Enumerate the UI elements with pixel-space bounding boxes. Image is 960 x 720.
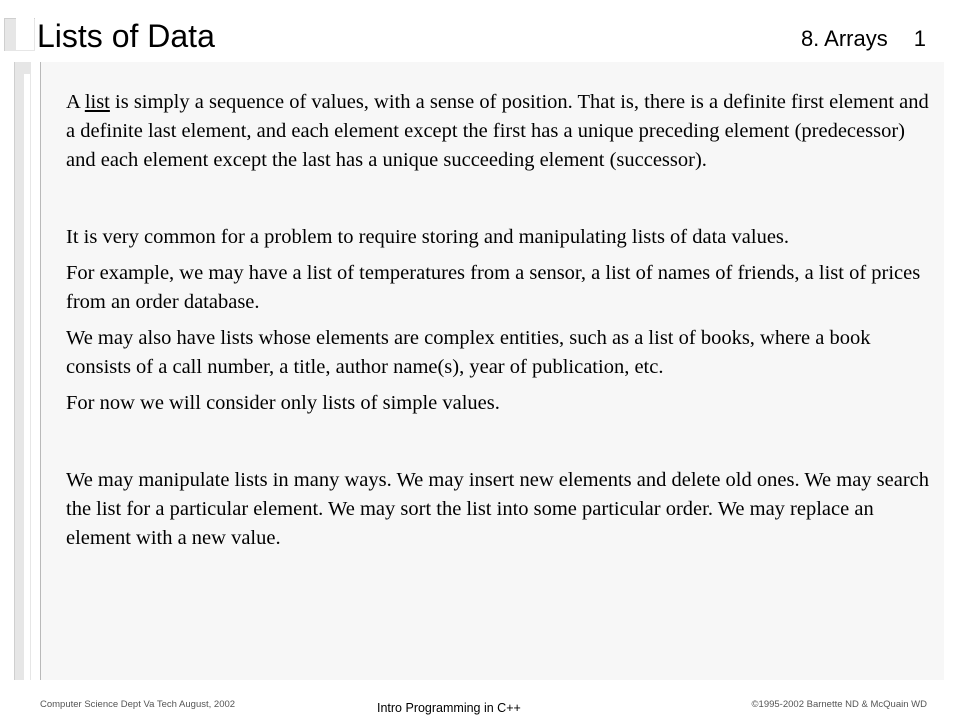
section-header: [801, 24, 926, 54]
term-list: list: [84, 91, 110, 113]
paragraph-simple-values: For now we will consider only lists of simple values.: [66, 392, 500, 414]
paragraph-text-rest: is simply a sequence of values, with a sense of position. That is, there is a definite first element and a definite last element, and each element except the first has a unique preceding element (predecessor) and each element except the last has a unique succeeding element (successor).: [66, 91, 929, 171]
footer-course: Intro Programming in C++: [377, 701, 521, 715]
slide-number: 1: [913, 26, 926, 51]
section-name: 8. Arrays: [800, 26, 888, 51]
paragraph-complex-entities: We may also have lists whose elements are complex entities, such as a list of books, where a book consists of a call number, a title, author name(s), year of publication, etc.: [66, 327, 871, 378]
slide-title: Lists of Data: [37, 18, 215, 54]
paragraph-manipulation: We may manipulate lists in many ways. We may insert new elements and delete old ones. We may search the list for a particular element. We may sort the list into some particular order. We may replace an element with a new value.: [66, 469, 930, 549]
slide-body: [66, 88, 932, 553]
footer-dept: Computer Science Dept Va Tech August, 2002: [40, 699, 236, 710]
paragraph-list-definition: [66, 88, 932, 175]
paragraph-examples: For example, we may have a list of temperatures from a sensor, a list of names of friends, a list of prices from an order database.: [66, 262, 921, 313]
paragraph-common-problem: It is very common for a problem to require storing and manipulating lists of data values.: [66, 226, 790, 248]
paragraph-text-start: A: [66, 91, 85, 113]
corner-decoration-inner: [16, 18, 34, 50]
footer-copyright: ©1995-2002 Barnette ND & McQuain WD: [751, 699, 927, 710]
side-bar-decoration-inner: [24, 74, 30, 680]
